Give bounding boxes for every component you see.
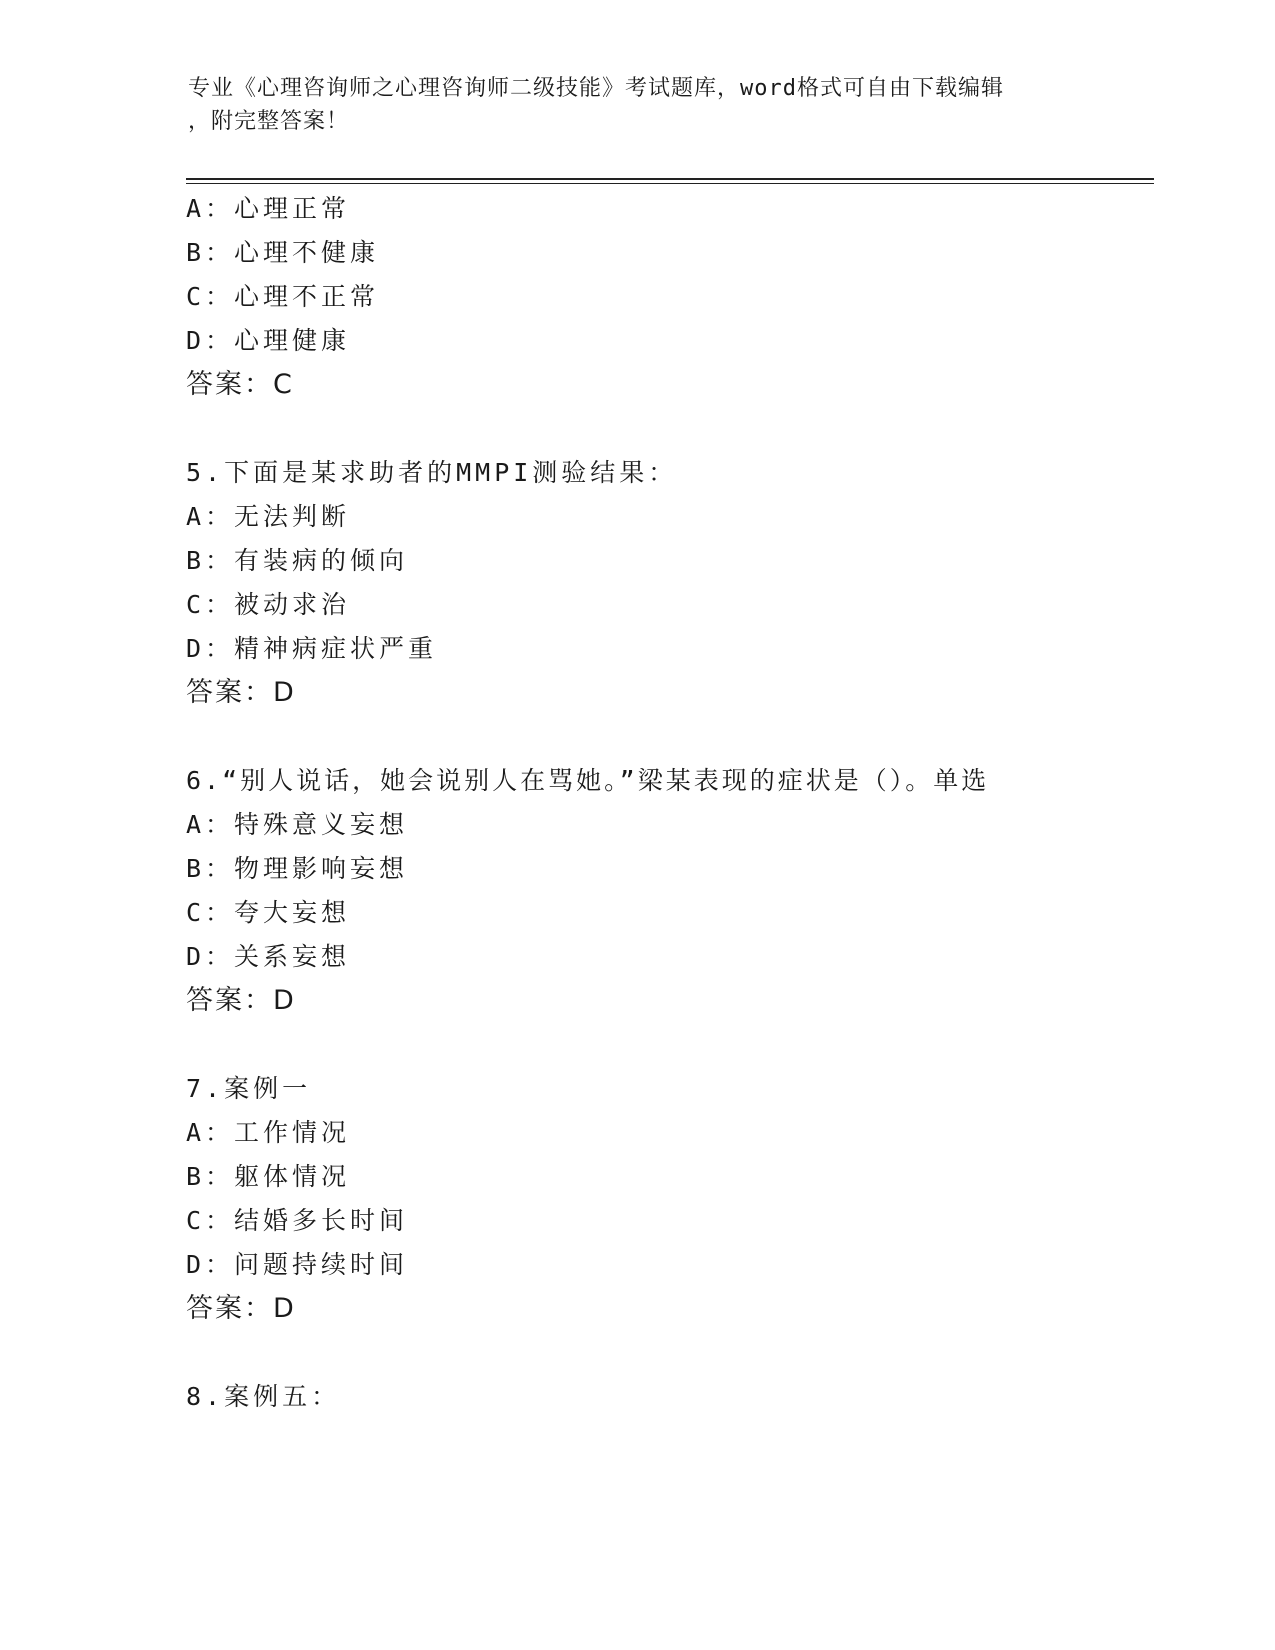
q4-option-b: B：心理不健康 bbox=[186, 238, 380, 267]
q5-option-c: C：被动求治 bbox=[186, 590, 351, 619]
q5-stem: 5.下面是某求助者的MMPI测验结果： bbox=[186, 458, 678, 487]
q7-option-c: C：结婚多长时间 bbox=[186, 1206, 409, 1235]
q4-option-a: A：心理正常 bbox=[186, 194, 351, 223]
header-divider-thick bbox=[186, 178, 1154, 180]
q6-option-b: B：物理影响妄想 bbox=[186, 854, 409, 883]
q7-stem: 7.案例一 bbox=[186, 1074, 312, 1103]
q6-option-a: A：特殊意义妄想 bbox=[186, 810, 409, 839]
q5-answer: 答案：D bbox=[186, 677, 296, 708]
header-line-2: ，附完整答案！ bbox=[188, 109, 350, 134]
q4-option-d: D：心理健康 bbox=[186, 326, 351, 355]
q7-answer: 答案：D bbox=[186, 1293, 296, 1324]
q6-option-d: D：关系妄想 bbox=[186, 942, 351, 971]
q7-option-d: D：问题持续时间 bbox=[186, 1250, 409, 1279]
q5-option-b: B：有装病的倾向 bbox=[186, 546, 409, 575]
q5-option-d: D：精神病症状严重 bbox=[186, 634, 438, 663]
header-line-1: 专业《心理咨询师之心理咨询师二级技能》考试题库，word格式可自由下载编辑 bbox=[188, 76, 1004, 101]
q7-option-a: A：工作情况 bbox=[186, 1118, 351, 1147]
document-header bbox=[188, 72, 1088, 138]
q4-option-c: C：心理不正常 bbox=[186, 282, 380, 311]
q5-option-a: A：无法判断 bbox=[186, 502, 351, 531]
header-divider-thin bbox=[186, 183, 1154, 184]
q6-answer: 答案：D bbox=[186, 985, 296, 1016]
q8-stem: 8.案例五： bbox=[186, 1382, 341, 1411]
q6-option-c: C：夸大妄想 bbox=[186, 898, 351, 927]
q4-answer: 答案：C bbox=[186, 369, 294, 400]
q6-stem: 6.“别人说话，她会说别人在骂她。”梁某表现的症状是（）。单选 bbox=[186, 766, 990, 795]
q7-option-b: B：躯体情况 bbox=[186, 1162, 351, 1191]
